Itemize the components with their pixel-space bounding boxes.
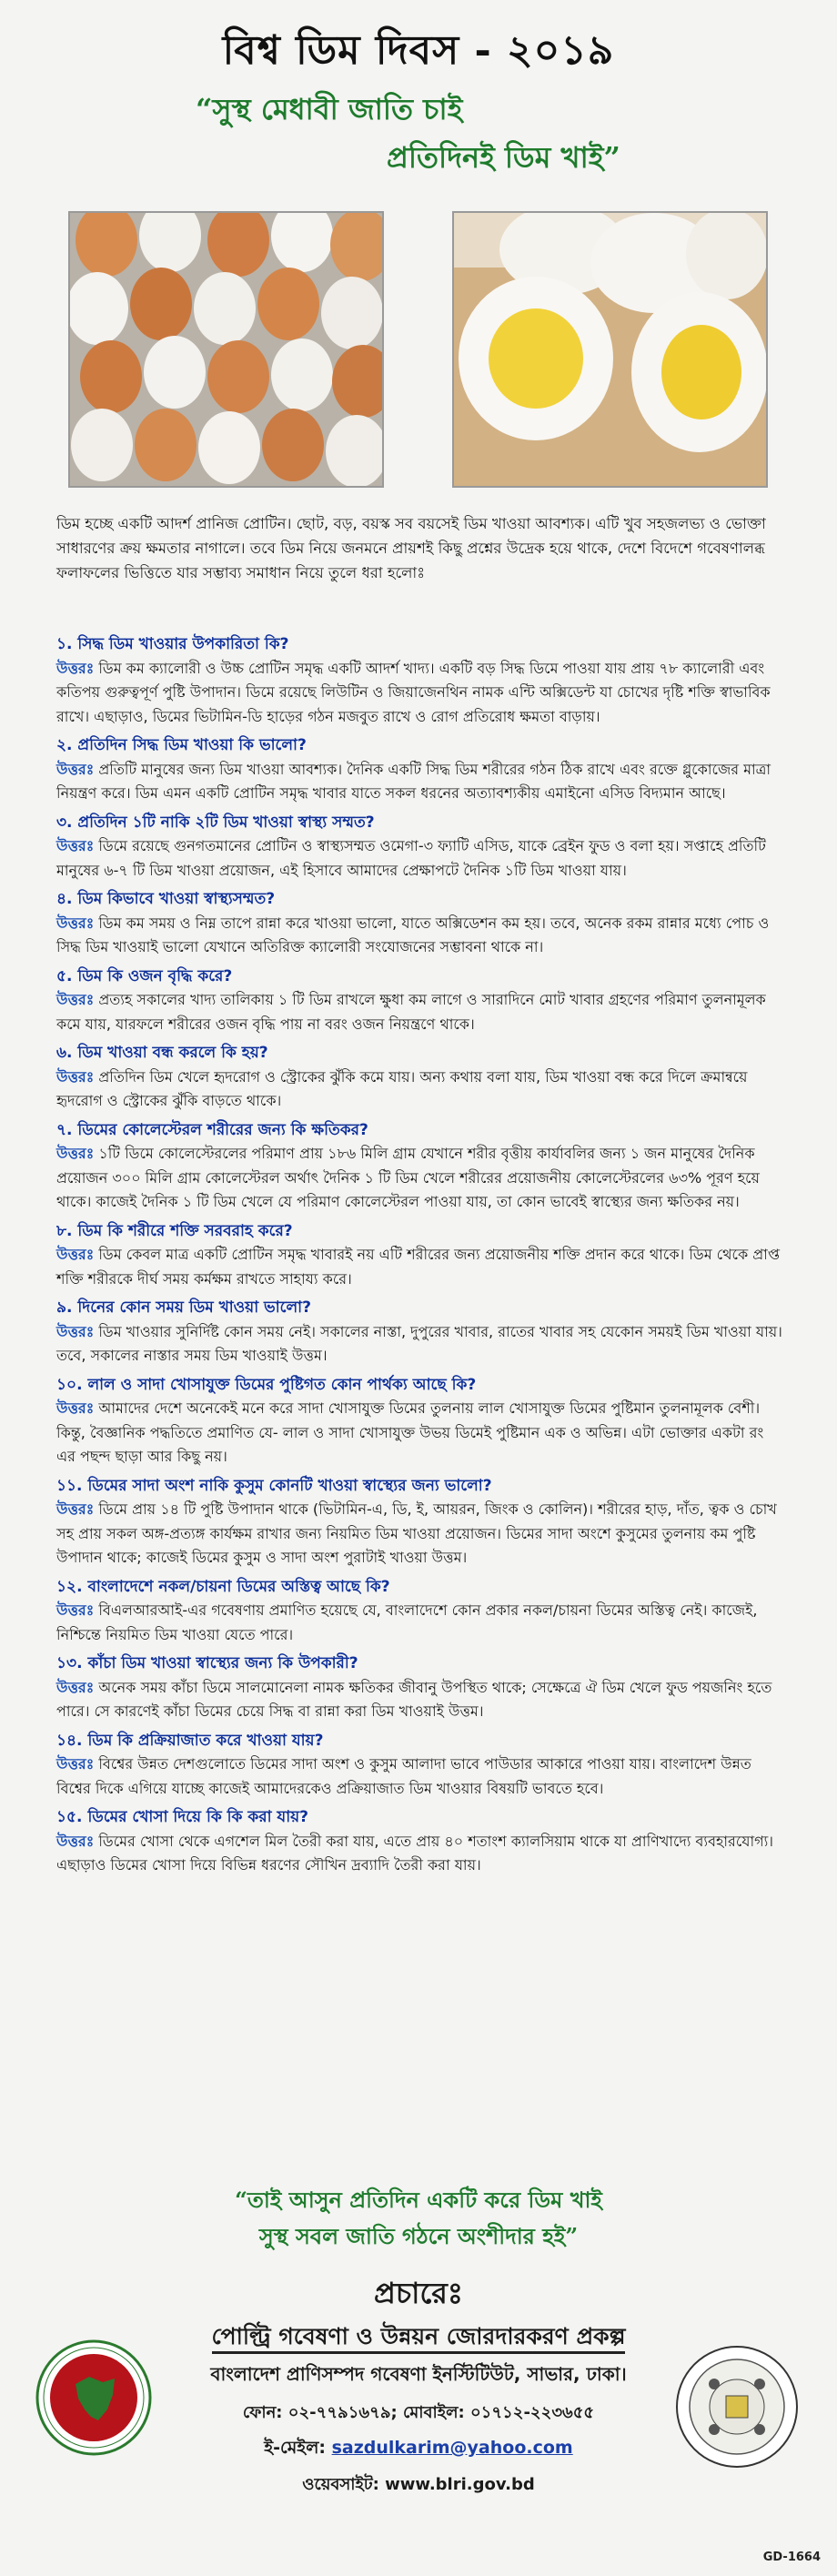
question-2: ২. প্রতিদিন সিদ্ধ ডিম খাওয়া কি ভালো? [56, 736, 307, 754]
answer-3 [56, 834, 784, 883]
answer-text: ডিম কম সময় ও নিম্ন তাপে রান্না করে খাওয়া ভালো, যাতে অক্সিডেশন কম হয়। তবে, অনেক রকম রান্নার মধ্যে পোচ ও সিদ্ধ ডিম খাওয়াই ভালো যেখানে অতিরিক্ত ক্যালোরী সংযোজনের সম্ভাবনা থাকে না। [56, 914, 770, 955]
closing-line-2: সুস্থ সবল জাতি গঠনে অংশীদার হই” [258, 2223, 579, 2249]
answer-label: উত্তরঃ [56, 1322, 95, 1340]
slogan-line-1: “সুস্থ মেধাবী জাতি চাই [196, 92, 463, 126]
answer-5 [56, 988, 784, 1036]
answer-text: ডিম কেবল মাত্র একটি প্রোটিন সমৃদ্ধ খাবারই নয় এটি শরীরের জন্য প্রয়োজনীয় শক্তি প্রদান করে থাকে। ডিম থেকে প্রাপ্ত শক্তি শরীরকে দীর্ঘ সময় কর্মক্ষম রাখতে সাহায্য করে। [56, 1246, 780, 1288]
answer-12 [56, 1599, 784, 1647]
question-5: ৫. ডিম কি ওজন বৃদ্ধি করে? [56, 966, 233, 985]
answer-9 [56, 1320, 784, 1369]
email-link[interactable]: sazdulkarim@yahoo.com [331, 2438, 573, 2458]
answer-text: ১টি ডিমে কোলেস্টেরলের পরিমাণ প্রায় ১৮৬ মিলি গ্রাম যেখানে শরীর বৃত্তীয় কার্যাবলির জন্য ১ জন মানুষের দৈনিক প্রয়োজন ৩০০ মিলি গ্রাম কোলেস্টেরল অর্থাৎ দৈনিক ১ টি ডিম খেলে শরীরের প্রয়োজনীয় কোলেস্টেরলের ৬৩% পূরণ হয়ে থাকে। কাজেই দৈনিক ১ টি ডিম খেলে যে পরিমাণ কোলেস্টেরল পাওয়া যায়, তা কোন ভাবেই স্বাস্থ্যের জন্য ক্ষতিকর নয়। [56, 1145, 760, 1210]
page-title: বিশ্ব ডিম দিবস - ২০১৯ [222, 27, 615, 74]
slogan-line-2: প্রতিদিনই ডিম খাই” [387, 140, 620, 175]
answer-text: প্রত্যহ সকালের খাদ্য তালিকায় ১ টি ডিম রাখলে ক্ষুধা কম লাগে ও সারাদিনে মোট খাবার গ্রহণের পরিমাণ তুলনামূলক কমে যায়, যারফলে শরীরের ওজন বৃদ্ধি পায় না বরং ওজন নিয়ন্ত্রণে থাকে। [56, 991, 766, 1033]
eggs-photo [68, 211, 384, 488]
website-line: ওয়েবসাইট: www.blri.gov.bd [302, 2475, 535, 2494]
answer-text: ডিম খাওয়ার সুনির্দিষ্ট কোন সময় নেই। সকালের নাস্তা, দুপুরের খাবার, রাতের খাবার সহ যেকোন সময়ই ডিম খাওয়া যায়। তবে, সকালের নাস্তার সময় ডিম খাওয়াই উত্তম। [56, 1322, 782, 1364]
email-line [0, 2435, 837, 2464]
answer-label: উত্তরঃ [56, 1678, 95, 1696]
answer-label: উত্তরঃ [56, 659, 95, 677]
question-6: ৬. ডিম খাওয়া বন্ধ করলে কি হয়? [56, 1044, 268, 1062]
answer-13 [56, 1676, 784, 1724]
answer-label: উত্তরঃ [56, 1755, 95, 1773]
answer-label: উত্তরঃ [56, 1832, 95, 1850]
answer-text: প্রতিদিন ডিম খেলে হৃদরোগ ও স্ট্রোকের ঝুঁকি কমে যায়। অন্য কথায় বলা যায়, ডিম খাওয়া বন্ধ করে দিলে ক্রমান্বয়ে হৃদরোগ ও স্ট্রোকের ঝুঁকি বাড়তে থাকে। [56, 1067, 748, 1109]
question-7: ৭. ডিমের কোলেস্টেরল শরীরের জন্য কি ক্ষতিকর? [56, 1120, 368, 1139]
answer-label: উত্তরঃ [56, 1067, 95, 1086]
answer-label: উত্তরঃ [56, 1399, 95, 1417]
answer-15 [56, 1830, 784, 1878]
answer-14 [56, 1753, 784, 1801]
answer-1 [56, 657, 784, 730]
answer-label: উত্তরঃ [56, 1500, 95, 1518]
answer-label: উত্তরঃ [56, 991, 95, 1008]
closing-line-1: “তাই আসুন প্রতিদিন একটি করে ডিম খাই [235, 2187, 602, 2213]
question-14: ১৪. ডিম কি প্রক্রিয়াজাত করে খাওয়া যায়? [56, 1731, 324, 1750]
project-name [0, 2318, 837, 2358]
answer-text: বিএলআরআই-এর গবেষণায় প্রমাণিত হয়েছে যে, বাংলাদেশে কোন প্রকার নকল/চায়না ডিমের অস্তিত্ব নেই। কাজেই, নিশ্চিন্তে নিয়মিত ডিম খাওয়া যেতে পারে। [56, 1601, 758, 1643]
answer-text: আমাদের দেশে অনেকেই মনে করে সাদা খোসাযুক্ত ডিমের তুলনায় লাল খোসাযুক্ত ডিমের পুষ্টিমান তুলনামূলক বেশী। কিন্তু, বৈজ্ঞানিক পদ্ধতিতে প্রমাণিত যে- লাল ও সাদা খোসাযুক্ত উভয় ডিমেই পুষ্টিমান এক ও অভিন্ন। এটা ভোক্তার একটা রং এর পছন্দ ছাড়া আর কিছু নয়। [56, 1399, 764, 1465]
answer-text: ডিম কম ক্যালোরী ও উচ্চ প্রোটিন সমৃদ্ধ একটি আদর্শ খাদ্য। একটি বড় সিদ্ধ ডিমে পাওয়া যায় প্রায় ৭৮ ক্যালোরী এবং কতিপয় গুরুত্বপূর্ণ পুষ্টি উপাদান। ডিমে রয়েছে লিউটিন ও জিয়াজেনথিন নামক এন্টি অক্সিডেন্ট যা চোখের দৃষ্টি শক্তি স্বাভাবিক রাখে। এছাড়াও, ডিমের ভিটামিন-ডি হাড়ের গঠন মজবুত রাখে ও রোগ প্রতিরোধ ক্ষমতা বাড়ায়। [56, 659, 771, 725]
answer-text: বিশ্বের উন্নত দেশগুলোতে ডিমের সাদা অংশ ও কুসুম আলাদা ভাবে পাউডার আকারে পাওয়া যায়। বাংলাদেশ উন্নত বিশ্বের দিকে এগিয়ে যাচ্ছে কাজেই আমাদেরকেও প্রক্রিয়াজাত ডিম খাওয়ার বিষয়টি ভাবতে হবে। [56, 1755, 751, 1797]
question-10: ১০. লাল ও সাদা খোসাযুক্ত ডিমের পুষ্টিগত কোন পার্থক্য আছে কি? [56, 1375, 477, 1394]
answer-11 [56, 1498, 784, 1571]
answer-10 [56, 1397, 784, 1470]
answer-6 [56, 1066, 784, 1114]
answer-8 [56, 1243, 784, 1291]
intro-paragraph: ডিম হচ্ছে একটি আদর্শ প্রানিজ প্রোটিন। ছোট, বড়, বয়স্ক সব বয়সেই ডিম খাওয়া আবশ্যক। এটি খুব সহজলভ্য ও ভোক্তা সাধারণের ক্রয় ক্ষমতার নাগালে। তবে ডিম নিয়ে জনমনে প্রায়শই কিছু প্রশ্নের উদ্রেক হয়ে থাকে, দেশে বিদেশে গবেষণালব্ধ ফলাফলের ভিত্তিতে যার সম্ভাব্য সমাধান নিয়ে তুলে ধরা হলোঃ [56, 515, 766, 581]
answer-label: উত্তরঃ [56, 1145, 95, 1162]
answer-text: প্রতিটি মানুষের জন্য ডিম খাওয়া আবশ্যক। দৈনিক একটি সিদ্ধ ডিম শরীরের গঠন ঠিক রাখে এবং রক্তে গ্লুকোজের মাত্রা নিয়ন্ত্রণ করে। ডিম এমন একটি প্রোটিন সমৃদ্ধ খাবার যাতে সকল ধরনের অত্যাবশ্যকীয় এমাইনো এসিড বিদ্যমান আছে। [56, 760, 771, 802]
qa-list [56, 628, 784, 1878]
question-4: ৪. ডিম কিভাবে খাওয়া স্বাস্থ্যসম্মত? [56, 890, 276, 908]
document-code: GD-1664 [762, 2551, 821, 2564]
answer-text: ডিমে প্রায় ১৪ টি পুষ্টি উপাদান থাকে (ভিটামিন-এ, ডি, ই, আয়রন, জিংক ও কোলিন)। শরীরের হাড়, দাঁত, ত্বক ও চোখ সহ প্রায় সকল অঙ্গ-প্রত্যঙ্গ কার্যক্ষম রাখার জন্য নিয়মিত ডিম খাওয়া প্রয়োজন। ডিমের সাদা অংশে কুসুমের তুলনায় কম পুষ্টি উপাদান থাকে; কাজেই ডিমের কুসুম ও সাদা অংশ পুরাটাই খাওয়া উত্তম। [56, 1500, 777, 1566]
institute-name: বাংলাদেশ প্রাণিসম্পদ গবেষণা ইনস্টিটিউট, সাভার, ঢাকা। [210, 2363, 627, 2385]
answer-label: উত্তরঃ [56, 1246, 95, 1263]
answer-2 [56, 758, 784, 806]
answer-label: উত্তরঃ [56, 837, 95, 854]
answer-label: উত্তরঃ [56, 760, 95, 778]
question-11: ১১. ডিমের সাদা অংশ নাকি কুসুম কোনটি খাওয়া স্বাস্থ্যের জন্য ভালো? [56, 1476, 492, 1495]
boiled-eggs-photo [452, 211, 768, 488]
answer-4 [56, 912, 784, 960]
answer-7 [56, 1142, 784, 1215]
answer-label: উত্তরঃ [56, 1601, 95, 1619]
answer-text: ডিমের খোসা থেকে এগশেল মিল তৈরী করা যায়, এতে প্রায় ৪০ শতাংশ ক্যালসিয়াম থাকে যা প্রাণিখাদ্যে ব্যবহারযোগ্য। এছাড়াও ডিমের খোসা দিয়ে বিভিন্ন ধরণের সৌখিন দ্রব্যাদি তৈরী করা যায়। [56, 1832, 773, 1874]
question-9: ৯. দিনের কোন সময় ডিম খাওয়া ভালো? [56, 1298, 311, 1317]
question-8: ৮. ডিম কি শরীরে শক্তি সরবরাহ করে? [56, 1221, 293, 1240]
email-label: ই-মেইল: [264, 2438, 326, 2458]
project-name-text: পোল্ট্রি গবেষণা ও উন্নয়ন জোরদারকরণ প্রকল্প [212, 2323, 626, 2354]
question-1: ১. সিদ্ধ ডিম খাওয়ার উপকারিতা কি? [56, 635, 289, 653]
answer-text: অনেক সময় কাঁচা ডিমে সালমোনেলা নামক ক্ষতিকর জীবানু উপস্থিত থাকে; সেক্ষেত্রে ঐ ডিম খেলে ফুড পয়জনিং হতে পারে। সে কারণেই কাঁচা ডিমের চেয়ে সিদ্ধ বা রান্না করা ডিম খাওয়াই উত্তম। [56, 1678, 772, 1720]
publicity-heading: প্রচারেঃ [374, 2276, 463, 2310]
answer-text: ডিমে রয়েছে গুনগতমানের প্রোটিন ও স্বাস্থ্যসম্মত ওমেগা-৩ ফ্যাটি এসিড, যাকে ব্রেইন ফুড ও বলা হয়। সপ্তাহে প্রতিটি মানুষের ৬-৭ টি ডিম খাওয়া প্রয়োজন, এই হিসাবে আমাদের প্রেক্ষাপটে দৈনিক ১টি ডিম খাওয়া যায়। [56, 837, 766, 879]
question-15: ১৫. ডিমের খোসা দিয়ে কি কি করা যায়? [56, 1808, 309, 1826]
answer-label: উত্তরঃ [56, 914, 95, 932]
question-12: ১২. বাংলাদেশে নকল/চায়না ডিমের অস্তিত্ব আছে কি? [56, 1577, 390, 1596]
question-3: ৩. প্রতিদিন ১টি নাকি ২টি ডিম খাওয়া স্বাস্থ্য সম্মত? [56, 813, 375, 832]
phone-line: ফোন: ০২-৭৭৯১৬৭৯; মোবাইল: ০১৭১২-২২৩৬৫৫ [242, 2403, 595, 2422]
question-13: ১৩. কাঁচা ডিম খাওয়া স্বাস্থ্যের জন্য কি উপকারী? [56, 1654, 358, 1672]
